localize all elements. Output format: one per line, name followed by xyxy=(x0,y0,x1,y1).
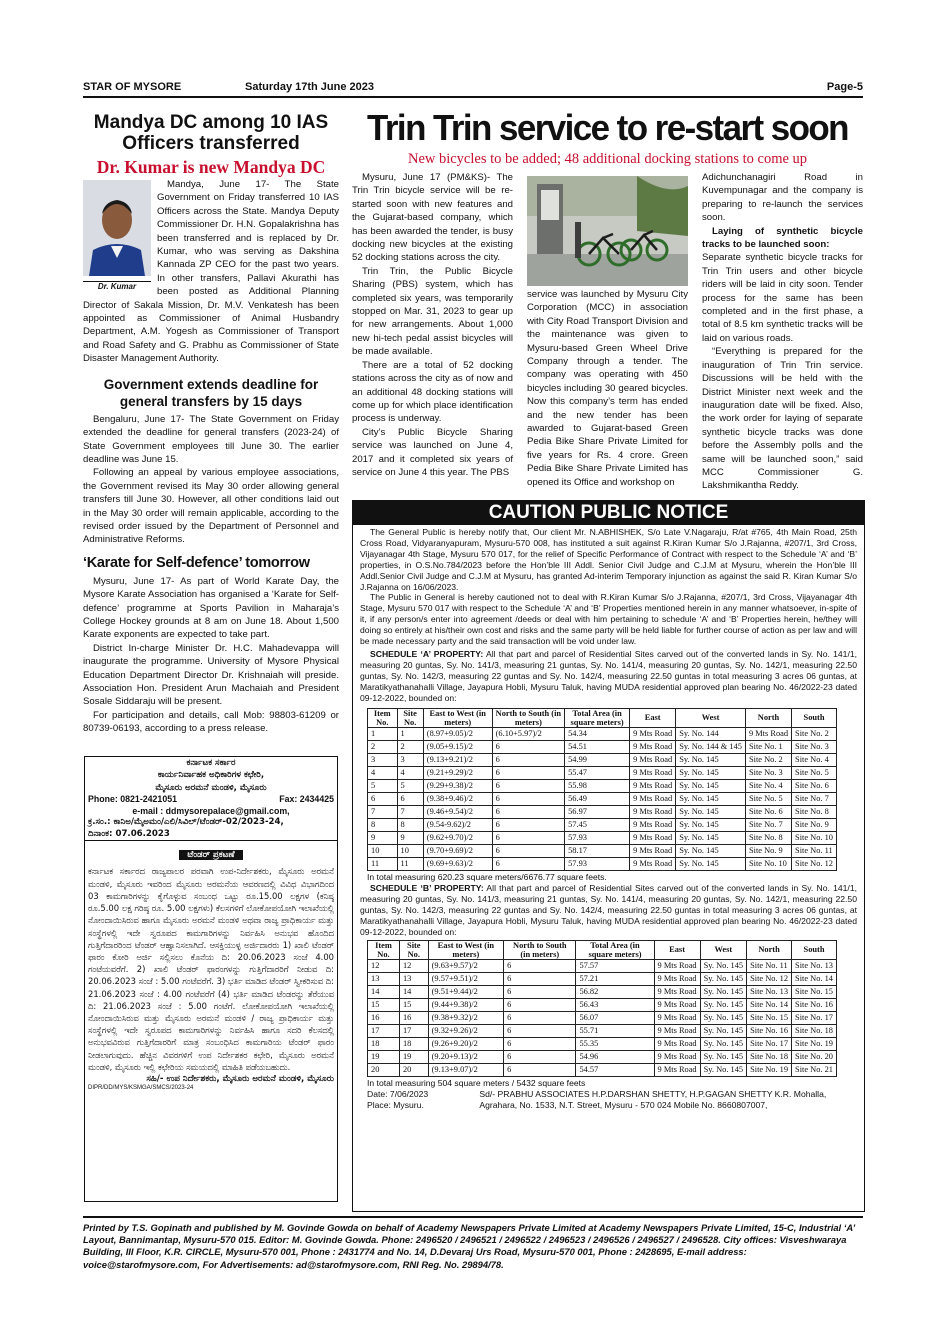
tender-ad xyxy=(84,756,338,1202)
govt-headline: Government extends deadline for general transfers by 15 days xyxy=(103,376,319,409)
table-cell: 6 xyxy=(492,779,564,792)
table-cell: 10 xyxy=(368,844,398,857)
table-cell: Site No. 7 xyxy=(792,792,837,805)
table-cell: Sy. No. 145 xyxy=(676,779,746,792)
tender-body: ಕರ್ನಾಟಕ ಸರ್ಕಾರದ ರಾಜ್ಯಪಾಲರ ಪರವಾಗಿ ಉಪ-ನಿರ್ದೇಶಕರು, ಮೈಸೂರು ಅರಮನೆ ಮಂಡಳಿ, ಮೈಸೂರು ಇವರಿಂದ ಮೈಸೂರು ಅರಮನೆಯ ಆವರಣದಲ್ಲಿ ವಿವಿಧ ವಿಭಾಗದಿಂದ 03 ಕಾಮಗಾರಿಗಳನ್ನು ಕೈಗೊಳ್ಳುವ ಸಂಬಂಧ ಒಟ್ಟು ರೂ.15.00 ಲಕ್ಷಗಳ (ಕನಿಷ್ಠ ರೂ.5.00 ಲಕ್ಷ ಗರಿಷ್ಠ ರೂ. 5.00 ಲಕ್ಷಗಳು) ಕೆಲಸಗಳಿಗೆ ಲೋಕೋಪಯೋಗಿ ಇಲಾಖೆಯಲ್ಲಿ ನೋಂದಾಯಿಸಿರುವ ಹಾಗೂ ಮೈಸೂರು ಅರಮನೆ ಮಂಡಳಿ ಅಥವಾ ರಾಜ್ಯ ಪ್ರಾಧಿಕಾರ್ಯ ಮತ್ತು ಸಂಸ್ಥೆಗಳಲ್ಲಿ ಇದೇ ಸ್ವರೂಪದ ಕಾಮಗಾರಿಗಳನ್ನು ನಿರ್ವಹಿಸಿ ಅನುಭವ ಹೊಂದಿದ ಗುತ್ತಿಗೆದಾರರಿಂದ ಟೆಂಡರ್ ಆಹ್ವಾನಿಸಲಾಗಿದೆ. ಆಸಕ್ತಿಯುಳ್ಳ ಅರ್ಜಿದಾರರು 1) ಖಾಲಿ ಟೆಂಡರ್ ಫಾರಂ ಕೋರಿ ಅರ್ಜಿ ಸಲ್ಲಿಸಲು ಕೊನೆಯ ದಿ: 20.06.2023 ಸಂಜೆ 4.00 ಗಂಟೆಯವರೆಗೆ. 2) ಖಾಲಿ ಟೆಂಡರ್ ಫಾರಂಗಳನ್ನು ಗುತ್ತಿಗೆದಾರರಿಗೆ ನೀಡುವ ದಿ: 20.06.2023 ಸಂಜೆ : 5.00 ಗಂಟೆವರೆಗೆ. 3) ಭರ್ತಿ ಮಾಡಿದ ಟೆಂಡರ್ ಸ್ವೀಕರಿಸುವ ದಿ: 21.06.2023 ಸಂಜೆ : 4.00 ಗಂಟೆವರೆಗೆ (4) ಭರ್ತಿ ಮಾಡಿದ ಟೆಂಡರನ್ನು ತೆರೆಯುವ ದಿ: 21.06.2023 ಸಂಜೆ : 5.00 ಗಂಟೆಗೆ. ಲೋಕೋಪಯೋಗಿ ಇಲಾಖೆಯಲ್ಲಿ ನೋಂದಾಯಿಸಿರುವ ಮತ್ತು ಮೈಸೂರು ಅರಮನೆ ಮಂಡಳಿ / ರಾಜ್ಯ ಪ್ರಾಧಿಕಾರ್ಯ ಮತ್ತು ಸಂಸ್ಥೆಗಳಲ್ಲಿ ಇದೇ ಸ್ವರೂಪದ ಕಾಮಗಾರಿಗಳನ್ನು ನಿರ್ವಹಿಸಿ ಹಾಗೂ ಸದರಿ ಕೆಲಸದಲ್ಲಿ ಅನುಭವವಿರುವ ಗುತ್ತಿಗೆದಾರರಿಗೆ ಮಾತ್ರ ಸಂಬಂಧಿಸಿದ ಕಾಮಗಾರಿಯ ಟೆಂಡರ್ ಫಾರಂ ನೀಡಲಾಗುವುದು. ಹೆಚ್ಚಿನ ವಿವರಗಳಿಗೆ ಉಪ ನಿರ್ದೇಶಕರ ಕಛೇರಿ, ಮೈಸೂರು ಅರಮನೆ ಮಂಡಳಿ, ಮೈಸೂರು ಇಲ್ಲಿ ಕಛೇರಿಯ ಸಮಯದಲ್ಲಿ ಮಾಹಿತಿ ಪಡೆಯಬಹುದು. xyxy=(88,866,334,1072)
table-cell: Sy. No. 145 xyxy=(700,1011,746,1024)
table-cell: Site No. 5 xyxy=(745,792,791,805)
mandya-headline: Mandya DC among 10 IAS Officers transferred xyxy=(93,112,329,154)
tender-ref: ಕ್ರ.ಸಂ.: ಕಾನಿಅ/ಮೈಅಮಂ/ಎಲಿ/ಸಿವಿಲ್/ಟೆಂಡರ್-02/2023-24, xyxy=(88,816,284,827)
table-cell: 14 xyxy=(368,985,400,998)
table-cell: 9 Mts Road xyxy=(654,1037,700,1050)
table-cell: (9.26+9.20)/2 xyxy=(428,1037,503,1050)
table-cell: Sy. No. 145 xyxy=(700,1024,746,1037)
table-cell: 6 xyxy=(368,792,398,805)
table-cell: 56.97 xyxy=(565,805,630,818)
table-cell: (9.63+9.57)/2 xyxy=(428,959,503,972)
table-cell: 19 xyxy=(368,1050,400,1063)
table-cell: 6 xyxy=(492,805,564,818)
table-cell: 56.07 xyxy=(576,1011,654,1024)
karate-para: Mysuru, June 17- As part of World Karate Day, the Mysore Karate Association has organised a ‘Karate for Self-defence’ programme at Sports Pavilion in Maharaja’s College Hockey grounds at 8 am on June 18. About 1,500 Karate exponents are expected to take part. xyxy=(83,575,339,641)
table-cell: (9.20+9.13)/2 xyxy=(428,1050,503,1063)
table-header-cell: South xyxy=(792,940,837,959)
table-cell: 9 Mts Road xyxy=(654,1050,700,1063)
table-cell: Sy. No. 145 xyxy=(700,1037,746,1050)
table-cell: 6 xyxy=(504,1050,576,1063)
table-cell: Site No. 6 xyxy=(745,805,791,818)
table-cell: Site No. 10 xyxy=(792,831,837,844)
photo-caption: Dr. Kumar xyxy=(83,281,151,291)
karate-para: For participation and details, call Mob: 98803-61209 or 80739-06193, according to a press release. xyxy=(83,709,339,735)
table-header-cell: East xyxy=(654,940,700,959)
table-cell: 56.43 xyxy=(576,998,654,1011)
table-cell: 57.57 xyxy=(576,959,654,972)
table-row xyxy=(368,766,837,779)
schedule-a-label: SCHEDULE ‘A’ PROPERTY: xyxy=(370,648,484,659)
table-cell: Site No. 4 xyxy=(792,753,837,766)
table-cell: (9.70+9.69)/2 xyxy=(423,844,492,857)
table-cell: 17 xyxy=(368,1024,400,1037)
table-row xyxy=(368,844,837,857)
table-cell: 10 xyxy=(397,844,423,857)
table-cell: 6 xyxy=(492,844,564,857)
table-cell: 55.47 xyxy=(565,766,630,779)
karate-headline: ‘Karate for Self-defence’ tomorrow xyxy=(83,554,310,571)
table-cell: Site No. 4 xyxy=(745,779,791,792)
table-cell: 6 xyxy=(492,792,564,805)
table-cell: Site No. 19 xyxy=(792,1037,837,1050)
table-cell: 9 Mts Road xyxy=(630,831,676,844)
table-cell: Site No. 3 xyxy=(792,740,837,753)
table-header-cell: North to South (in meters) xyxy=(504,940,576,959)
table-cell: Site No. 16 xyxy=(792,998,837,1011)
table-cell: 54.96 xyxy=(576,1050,654,1063)
table-cell: 6 xyxy=(397,792,423,805)
table-cell: Sy. No. 145 xyxy=(676,766,746,779)
table-cell: Sy. No. 145 xyxy=(676,792,746,805)
trin-para: Separate synthetic bicycle tracks for Trin Trin users and other bicycle riders will be laid in city soon. Tender process for the same has been completed and in the first phase, a total of 8.5 km synthetic tracks will be laid on various roads. xyxy=(702,252,863,344)
table-cell: 9 Mts Road xyxy=(654,972,700,985)
table-cell: Sy. No. 145 xyxy=(700,972,746,985)
table-cell: 14 xyxy=(399,985,428,998)
trin-para: City’s Public Bicycle Sharing service was launched on June 4, 2017 and it completed six years of service on June 4 this year. The PBS xyxy=(352,426,513,478)
table-cell: Site No. 8 xyxy=(792,805,837,818)
dr-kumar-photo xyxy=(83,180,151,276)
trin-subhead: New bicycles to be added; 48 additional docking stations to come up xyxy=(407,151,808,167)
table-cell: 6 xyxy=(504,998,576,1011)
table-cell: Site No. 6 xyxy=(792,779,837,792)
table-cell: 6 xyxy=(492,740,564,753)
table-cell: Site No. 13 xyxy=(792,959,837,972)
tender-office: ಕಾರ್ಯನಿರ್ವಾಹಕ ಅಧಿಕಾರಿಗಳ ಕಛೇರಿ, xyxy=(157,770,265,781)
table-header-cell: Item No. xyxy=(368,708,398,727)
table-cell: Sy. No. 145 xyxy=(700,998,746,1011)
table-row xyxy=(368,985,837,998)
table-cell: Site No. 11 xyxy=(747,959,792,972)
trin-para: Mysuru, June 17 (PM&KS)- The Trin Trin bicycle service will be re-started soon with new features and the Gujarat-based company, which has been awarded the tender, is busy docking new bicycles at the existing 52 docking stations across the city. xyxy=(352,172,513,264)
table-cell: 9 Mts Road xyxy=(654,1024,700,1037)
photo-box xyxy=(83,180,151,291)
table-cell: 5 xyxy=(397,779,423,792)
table-header-cell: East to West (in meters) xyxy=(428,940,503,959)
table-cell: 57.45 xyxy=(565,818,630,831)
tender-code: DIPR/DD/MYS/KSMGA/SMCS/2023-24 xyxy=(88,1085,194,1092)
trin-para: service was launched by Mysuru City Corporation (MCC) in association with City Road Transport Division and the maintenance was given to Mysuru-based Green Wheel Drive Company through a tender. The company was operating with 450 bicycles including 30 geared bicycles. Now this company’s term has ended and the new tender has been awarded to Gujarat-based Green Pedia Bike Share Private Limited for five years for Rs. 4 crore. Green Pedia Bike Share Private Limited has opened its Office and workshop on xyxy=(527,289,688,488)
table-cell: 9 Mts Road xyxy=(654,1063,700,1076)
table-cell: Site No. 17 xyxy=(747,1037,792,1050)
table-cell: 9 Mts Road xyxy=(630,779,676,792)
notice-para: The General Public is hereby notify that, Our client Mr. N.ABHISHEK, S/o Late V.Nagaraju, R/at #765, 4th Main Road, 25th Cross Road, Vidyaranyapuram, Mysuru-570 008, has instituted a suit against R.Kiran Kumar S/o J.Rajanna, #207/1, 3rd Cross, Vijayanagar 4th Stage, Mysuru 570 017, for the relief of Specific Performance of Contract with respect to the Schedule ‘A’ and ‘B’ properties, in O.S.No.784/2023 before the Hon’ble III Addl. Senior Civil Judge and C.J.M at Mysuru, wherein the Hon’ble III Addl.Senior Civil Judge and C.J.M at Mysuru, has granted Ad-interim Temporary injunction as against the said R. Kiran Kumar S/o J.Rajanna on 16/06/2023. xyxy=(360,527,857,592)
table-cell: 6 xyxy=(504,1024,576,1037)
table-cell: 15 xyxy=(368,998,400,1011)
trin-para: “Everything is prepared for the inauguration of Trin Trin service. Discussions will be held with the District Minister next week and the inauguration date will be fixed. Also, the work order for laying of separate synthetic bicycle tracks was done before the Assembly polls and the same will be launched soon,” said MCC Commissioner G. Lakshmikantha Reddy. xyxy=(702,346,863,492)
table-cell: Site No. 12 xyxy=(792,857,837,870)
table-cell: (6.10+5.97)/2 xyxy=(492,727,564,740)
table-cell: 19 xyxy=(399,1050,428,1063)
table-cell: 9 Mts Road xyxy=(630,727,676,740)
table-cell: Site No. 9 xyxy=(792,818,837,831)
table-cell: Site No. 15 xyxy=(747,1011,792,1024)
govt-para: Bengaluru, June 17- The State Government on Friday extended the deadline for general transfers (2023-24) of State Government employees till June 30. The earlier deadline was June 15. xyxy=(83,413,339,465)
table-cell: (9.38+9.46)/2 xyxy=(423,792,492,805)
table-cell: (9.44+9.38)/2 xyxy=(428,998,503,1011)
notice-title: CAUTION PUBLIC NOTICE xyxy=(353,501,864,525)
schedule-a-table xyxy=(367,708,837,871)
table-cell: Site No. 14 xyxy=(792,972,837,985)
tender-fax: Fax: 2434425 xyxy=(279,793,334,804)
table-cell: Site No. 15 xyxy=(792,985,837,998)
table-header-cell: West xyxy=(700,940,746,959)
table-cell: 12 xyxy=(399,959,428,972)
table-header-cell: North xyxy=(747,940,792,959)
trin-col-2 xyxy=(527,288,688,489)
table-cell: 11 xyxy=(397,857,423,870)
table-cell: Site No. 5 xyxy=(792,766,837,779)
table-cell: Sy. No. 145 xyxy=(676,818,746,831)
table-row xyxy=(368,753,837,766)
table-cell: 6 xyxy=(492,831,564,844)
schedule-b-total: In total measuring 504 square meters / 5432 square feets xyxy=(367,1077,586,1088)
table-cell: Site No. 13 xyxy=(747,985,792,998)
table-cell: 2 xyxy=(397,740,423,753)
table-cell: 8 xyxy=(397,818,423,831)
table-cell: (9.32+9.26)/2 xyxy=(428,1024,503,1037)
table-cell: (8.97+9.05)/2 xyxy=(423,727,492,740)
table-cell: Sy. No. 145 xyxy=(700,1050,746,1063)
page-number: Page-5 xyxy=(826,81,863,93)
table-cell: 9 Mts Road xyxy=(630,857,676,870)
table-row xyxy=(368,998,837,1011)
schedule-b-text: All that part and parcel of Residential Sites carved out of the converted lands in Sy. No. 141/1, measuring 20 guntas, Sy. No. 141/3, measuring 21 guntas, Sy. No. 141/4, measuring 20 guntas, Sy. No. 142/1, measuring 22.50 guntas, Sy. No. 142/3, measuring 22 guntas and Sy. No. 142/4, measuring 22.50 guntas in total measuring 3 acres 06 guntas, at Maratikyathanahalli Village, Jayapura Hobli, Mysuru Taluk, having MUDA residential approved plan bearing No. 46/2022-23 dated 09-12-2022, bounded on: xyxy=(360,883,857,937)
table-cell: 6 xyxy=(504,972,576,985)
table-header-cell: Total Area (in square meters) xyxy=(576,940,654,959)
table-row xyxy=(368,1024,837,1037)
table-cell: 16 xyxy=(368,1011,400,1024)
table-row xyxy=(368,972,837,985)
table-cell: Sy. No. 145 xyxy=(676,805,746,818)
table-row xyxy=(368,727,837,740)
issue-date: Saturday 17th June 2023 xyxy=(245,81,375,93)
trin-subheading: Laying of synthetic bicycle tracks to be launched soon: xyxy=(702,225,863,251)
tender-gov: ಕರ್ನಾಟಕ ಸರ್ಕಾರ xyxy=(186,758,236,768)
table-cell: (9.46+9.54)/2 xyxy=(423,805,492,818)
table-row xyxy=(368,805,837,818)
table-row xyxy=(368,779,837,792)
table-cell: 16 xyxy=(399,1011,428,1024)
table-row xyxy=(368,818,837,831)
table-cell: Site No. 18 xyxy=(792,1024,837,1037)
table-row xyxy=(368,959,837,972)
trin-para: There are a total of 52 docking stations across the city as of now and an additional 48 docking stations will come up for which place identification process is underway. xyxy=(352,359,513,425)
notice-date-place: Date: 7/06/2023 Place: Mysuru. xyxy=(367,1089,429,1110)
table-cell: (9.13+9.21)/2 xyxy=(423,753,492,766)
table-cell: Sy. No. 145 xyxy=(676,753,746,766)
table-cell: 18 xyxy=(399,1037,428,1050)
table-cell: 55.71 xyxy=(576,1024,654,1037)
page-header xyxy=(83,80,863,98)
table-cell: 9 Mts Road xyxy=(630,805,676,818)
table-row xyxy=(368,1011,837,1024)
table-cell: Site No. 18 xyxy=(747,1050,792,1063)
paper-name: STAR OF MYSORE xyxy=(83,81,182,93)
table-cell: 9 Mts Road xyxy=(630,844,676,857)
table-cell: 8 xyxy=(368,818,398,831)
table-cell: 20 xyxy=(399,1063,428,1076)
table-cell: Site No. 16 xyxy=(747,1024,792,1037)
table-cell: Site No. 8 xyxy=(745,831,791,844)
table-cell: 6 xyxy=(504,959,576,972)
table-cell: 54.99 xyxy=(565,753,630,766)
table-header-cell: Site No. xyxy=(399,940,428,959)
notice-para: The Public in General is hereby cautioned not to deal with R.Kiran Kumar S/o J.Rajanna, #207/1, 3rd Cross, Vijayanagar 4th Stage, Mysuru 570 017 with respect to the Schedule ‘A’ and ‘B’ Properties mentioned herein in any manner whatsoever, in-spite of it, if any person/s enter into agreement /deeds or deal with him pertaining to schedule ‘A’ and ‘B’ Properties herein, he/they will doing so entirely at his/their own cost and risks and the same party will be held liable for further course of action as per law and will be made necessary party and the said transaction will be void under law. xyxy=(360,592,857,647)
table-cell: 54.57 xyxy=(576,1063,654,1076)
table-cell: 9 Mts Road xyxy=(630,753,676,766)
tender-email: e-mail : ddmysorepalace@gmail.com, xyxy=(132,805,290,816)
table-cell: 17 xyxy=(399,1024,428,1037)
table-cell: Site No. 3 xyxy=(745,766,791,779)
table-cell: Site No. 21 xyxy=(792,1063,837,1076)
table-cell: 9 xyxy=(397,831,423,844)
table-cell: (9.54-9.62)/2 xyxy=(423,818,492,831)
trin-headline: Trin Trin service to re-start soon xyxy=(367,107,848,148)
table-cell: Site No. 20 xyxy=(792,1050,837,1063)
bicycle-dock-image xyxy=(527,176,688,286)
table-row xyxy=(368,792,837,805)
table-header-cell: Item No. xyxy=(368,940,400,959)
table-header-cell: North to South (in meters) xyxy=(492,708,564,727)
table-cell: 6 xyxy=(492,857,564,870)
imprint-footer: Printed by T.S. Gopinath and published by M. Govinde Gowda on behalf of Academy Newspapers Private Limited at Academy Newspapers Private Limited, 15-C, Industrial ‘A’ Layout, Bannimantap, Mysuru-570 015. Editor: M. Govinde Gowda. Phone: 2496520 / 2496521 / 2496522 / 2496523 / 2496526 / 2496527 / 2496528. City offices: Visveshwaraya Building, III Floor, K.R. CIRCLE, Mysuru-570 001, Phone : 2431774 and No. 14, D.Devaraj Urs Road, Mysuru-570 001, Phone : 2428695, E-mail address: voice@starofmysore.com, For Advertisements: ad@starofmysore.com, RNI Reg. No. 29894/78. xyxy=(83,1216,863,1271)
mandya-subhead: Dr. Kumar is new Mandya DC xyxy=(96,157,326,177)
mandya-story xyxy=(83,112,339,736)
caution-notice xyxy=(352,500,865,1212)
table-cell: Sy. No. 145 xyxy=(676,831,746,844)
table-cell: (9.13+9.07)/2 xyxy=(428,1063,503,1076)
trin-col-3 xyxy=(702,171,863,493)
schedule-b-label: SCHEDULE ‘B’ PROPERTY: xyxy=(370,883,484,893)
table-cell: Site No. 12 xyxy=(747,972,792,985)
trin-para: Adichunchanagiri Road in Kuvempunagar and the company is preparing to re-launch the services soon. xyxy=(702,172,863,224)
table-cell: Site No. 2 xyxy=(745,753,791,766)
table-cell: 2 xyxy=(368,740,398,753)
table-header-cell: Total Area (in square meters) xyxy=(565,708,630,727)
table-cell: 1 xyxy=(368,727,398,740)
table-header-cell: Site No. xyxy=(397,708,423,727)
table-header-cell: South xyxy=(792,708,837,727)
trin-story xyxy=(352,106,863,168)
table-cell: 9 Mts Road xyxy=(654,959,700,972)
table-cell: Site No. 14 xyxy=(747,998,792,1011)
table-cell: 9 Mts Road xyxy=(630,740,676,753)
trin-para: Trin Trin, the Public Bicycle Sharing (PBS) system, which has completed six years, was temporarily stopped on Mar. 31, 2023 to gear up for new arrangements. About 1,000 new hi-tech pedal assist bicycles will be made available. xyxy=(352,265,513,358)
trin-col-1 xyxy=(352,171,513,479)
table-cell: 6 xyxy=(504,1011,576,1024)
table-cell: 18 xyxy=(368,1037,400,1050)
table-cell: 9 Mts Road xyxy=(654,1011,700,1024)
table-header-cell: East xyxy=(630,708,676,727)
table-cell: 57.93 xyxy=(565,831,630,844)
table-cell: 9 Mts Road xyxy=(654,985,700,998)
table-cell: 9 Mts Road xyxy=(654,998,700,1011)
table-header-cell: West xyxy=(676,708,746,727)
table-cell: 7 xyxy=(368,805,398,818)
table-cell: 1 xyxy=(397,727,423,740)
table-cell: Site No. 19 xyxy=(747,1063,792,1076)
table-cell: 15 xyxy=(399,998,428,1011)
table-row xyxy=(368,1050,837,1063)
table-cell: Sy. No. 145 xyxy=(700,959,746,972)
table-header-row xyxy=(368,708,837,727)
table-cell: Sy. No. 144 & 145 xyxy=(676,740,746,753)
table-cell: (9.21+9.29)/2 xyxy=(423,766,492,779)
table-row xyxy=(368,740,837,753)
table-cell: 6 xyxy=(492,766,564,779)
tender-date: ದಿನಾಂಕ: 07.06.2023 xyxy=(85,828,337,841)
table-cell: 11 xyxy=(368,857,398,870)
table-cell: 54.34 xyxy=(565,727,630,740)
table-cell: (9.51+9.44)/2 xyxy=(428,985,503,998)
tender-board: ಮೈಸೂರು ಅರಮನೆ ಮಂಡಳಿ, ಮೈಸೂರು xyxy=(155,782,267,793)
table-cell: 57.93 xyxy=(565,857,630,870)
schedule-b-table xyxy=(367,940,837,1077)
bicycle-photo xyxy=(527,176,688,286)
tender-sign: ಸಹಿ/- ಉಪ ನಿರ್ದೇಶಕರು, ಮೈಸೂರು ಅರಮನೆ ಮಂಡಳಿ, ಮೈಸೂರು xyxy=(146,1073,334,1084)
table-cell: 13 xyxy=(399,972,428,985)
table-cell: 56.82 xyxy=(576,985,654,998)
karate-body xyxy=(83,575,339,736)
table-cell: 3 xyxy=(368,753,398,766)
table-cell: Site No. 17 xyxy=(792,1011,837,1024)
table-cell: Site No. 10 xyxy=(745,857,791,870)
table-cell: 55.35 xyxy=(576,1037,654,1050)
table-cell: 9 Mts Road xyxy=(630,792,676,805)
table-cell: 12 xyxy=(368,959,400,972)
table-cell: 9 Mts Road xyxy=(630,766,676,779)
table-cell: 54.51 xyxy=(565,740,630,753)
table-cell: Site No. 7 xyxy=(745,818,791,831)
table-cell: (9.57+9.51)/2 xyxy=(428,972,503,985)
notice-body xyxy=(353,525,864,706)
notice-signature: Sd/- PRABHU ASSOCIATES H.P.DARSHAN SHETTY, H.P.GAGAN SHETTY K.R. Mohalla, Agrahara, No. 1533, N.T. Street, Mysuru - 570 024 Mobile No. 8660807007, xyxy=(479,1089,827,1110)
mandya-body: Mandya, June 17- The State Government on Friday transferred 10 IAS Officers across the State. Mandya Deputy Commissioner Dr. H.N. Gopalakrishna has been transferred and is replaced by Dr. Kumar, who was serving as Dakshina Kannada ZP CEO for the past two years. In other transfers, Pallavi Akurathi has been posted as Additional Planning Director of Sakala Mission, Dr. M.V. Venkatesh has been appointed as Commissioner of Animal Husbandry Department, A.M. Yogesh as Commissioner of Transport and Road Safety and G. Prabhu as Commissioner of State Disaster Management Authority. xyxy=(83,179,339,365)
table-cell: Site No. 11 xyxy=(792,844,837,857)
table-cell: 55.98 xyxy=(565,779,630,792)
table-cell: 6 xyxy=(504,1037,576,1050)
table-cell: 56.49 xyxy=(565,792,630,805)
table-cell: 9 xyxy=(368,831,398,844)
table-header-row xyxy=(368,940,837,959)
table-cell: 58.17 xyxy=(565,844,630,857)
tender-title: ಟೆಂಡರ್ ಪ್ರಕಟಣೆ xyxy=(179,850,242,860)
table-row xyxy=(368,1063,837,1076)
table-cell: Site No. 1 xyxy=(745,740,791,753)
table-cell: 5 xyxy=(368,779,398,792)
table-cell: Sy. No. 145 xyxy=(700,1063,746,1076)
table-cell: 3 xyxy=(397,753,423,766)
table-cell: 7 xyxy=(397,805,423,818)
table-cell: (9.69+9.63)/2 xyxy=(423,857,492,870)
govt-body xyxy=(83,413,339,547)
table-cell: 9 Mts Road xyxy=(630,818,676,831)
table-cell: (9.38+9.32)/2 xyxy=(428,1011,503,1024)
table-row xyxy=(368,1037,837,1050)
table-cell: Sy. No. 145 xyxy=(676,844,746,857)
table-cell: Sy. No. 145 xyxy=(676,857,746,870)
table-cell: Site No. 9 xyxy=(745,844,791,857)
schedule-a-text: All that part and parcel of Residential Sites carved out of the converted lands in Sy. No. 141/1, measuring 20 guntas, Sy. No. 141/3, measuring 21 guntas, Sy. No. 141/4, measuring 20 guntas, Sy. No. 142/1, measuring 22.50 guntas, Sy. No. 142/3, measuring 22 guntas and Sy. No. 142/4, measuring 22.50 guntas in total measuring 3 acres 06 guntas, at Maratikyathanahalli Village, Jayapura Hobli, Mysuru Taluk, having MUDA residential approved plan bearing No. 46/2022-23 dated 09-12-2022, bounded on: xyxy=(360,648,858,703)
govt-para: Following an appeal by various employee associations, the Government revised its May 30 order allowing general transfers till June 30. However, all other conditions laid out in the May 30 order will remain applicable, according to the revised order issued by the Department of Personnel and Administrative Reforms. xyxy=(83,467,339,546)
table-cell: 9 Mts Road xyxy=(745,727,791,740)
table-cell: 6 xyxy=(504,1063,576,1076)
table-cell: Sy. No. 145 xyxy=(700,985,746,998)
table-cell: 4 xyxy=(368,766,398,779)
schedule-a-total: In total measuring 620.23 square meters/6676.77 square feets. xyxy=(367,871,607,882)
table-header-cell: East to West (in meters) xyxy=(423,708,492,727)
table-cell: 4 xyxy=(397,766,423,779)
table-cell: 57.21 xyxy=(576,972,654,985)
tender-phone: Phone: 0821-2421051 xyxy=(88,793,177,804)
table-row xyxy=(368,857,837,870)
table-header-cell: North xyxy=(745,708,791,727)
table-cell: (9.05+9.15)/2 xyxy=(423,740,492,753)
table-cell: (9.29+9.38)/2 xyxy=(423,779,492,792)
table-cell: 6 xyxy=(504,985,576,998)
table-cell: 6 xyxy=(492,818,564,831)
table-cell: Site No. 2 xyxy=(792,727,837,740)
table-cell: 20 xyxy=(368,1063,400,1076)
table-cell: Sy. No. 144 xyxy=(676,727,746,740)
table-row xyxy=(368,831,837,844)
table-cell: 13 xyxy=(368,972,400,985)
table-cell: 6 xyxy=(492,753,564,766)
karate-para: District In-charge Minister Dr. H.C. Mahadevappa will inaugurate the programme. University of Mysore Physical Education Department Director Dr. Krishnaiah will preside. Association Hon. President Arun Machaiah and President Sosale Siddaraju will be present. xyxy=(83,642,339,708)
table-cell: (9.62+9.70)/2 xyxy=(423,831,492,844)
